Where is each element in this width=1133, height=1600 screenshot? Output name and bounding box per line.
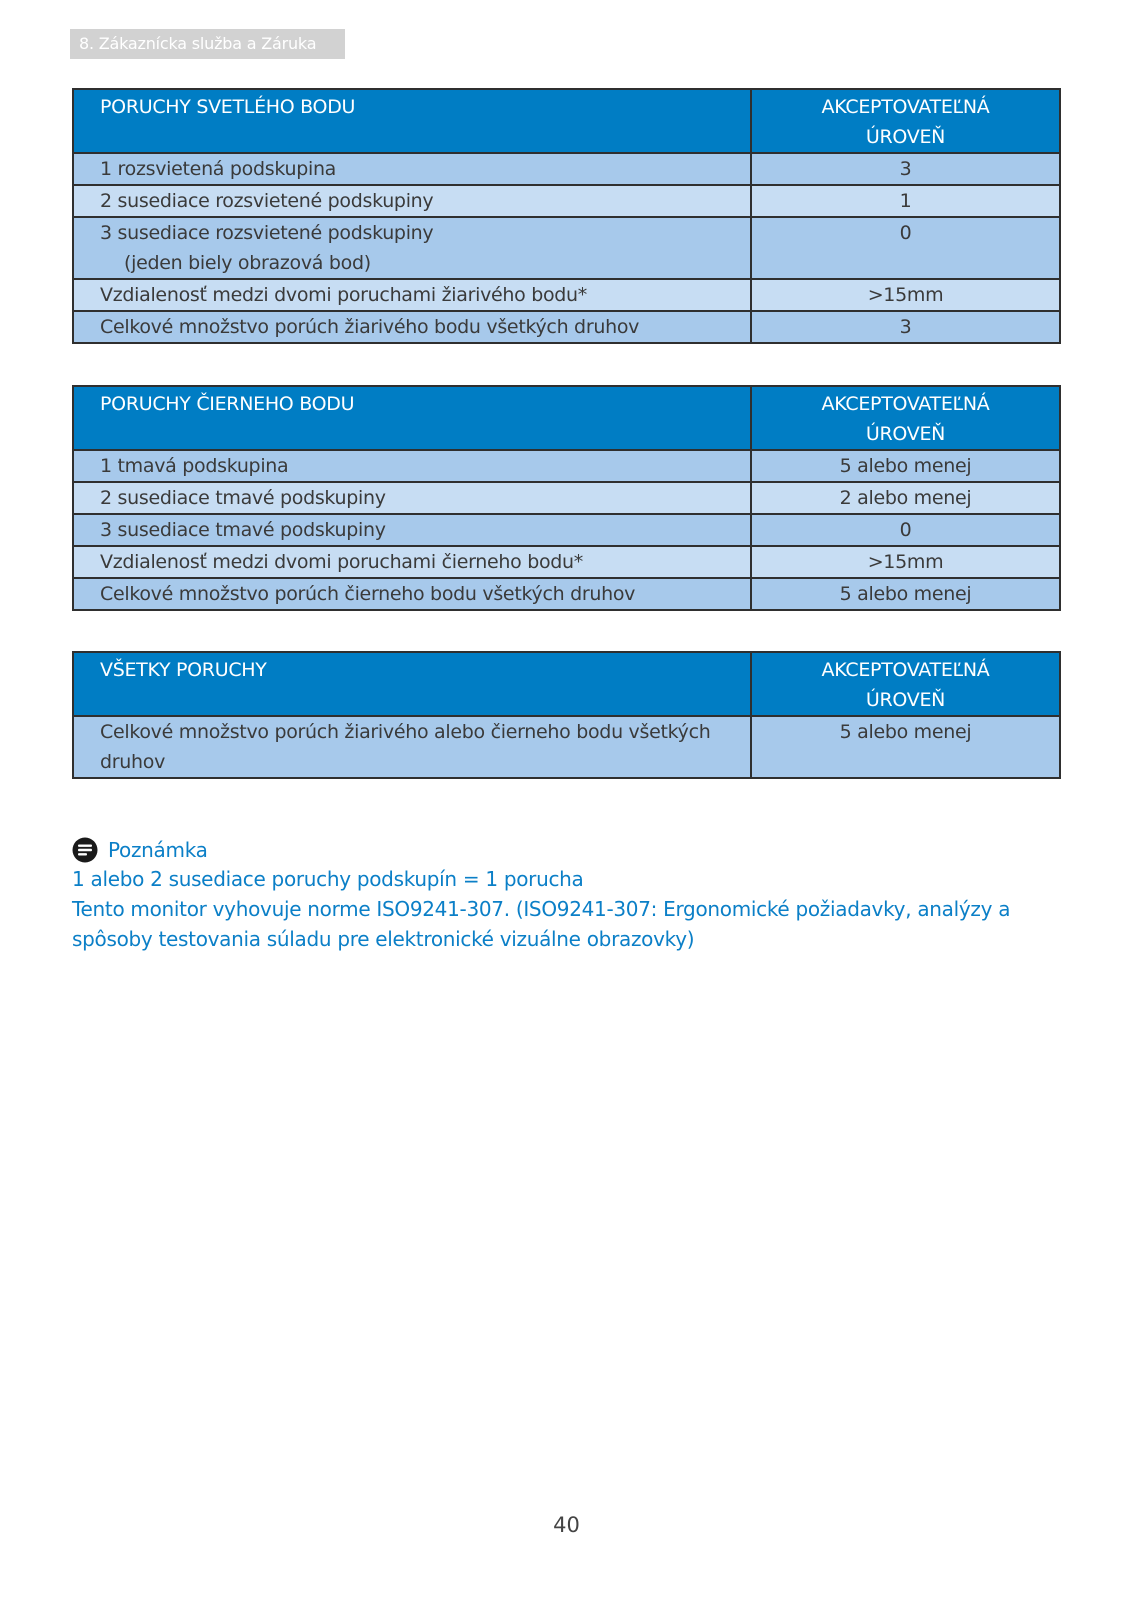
table-row xyxy=(73,279,1060,311)
bright-dot-defects-table xyxy=(72,88,1061,344)
row-label: Celkové množstvo porúch žiarivého bodu všetkých druhov xyxy=(73,311,751,343)
row-value: 3 xyxy=(751,153,1060,185)
row-label: 3 susediace rozsvietené podskupiny (jeden biely obrazová bod) xyxy=(73,217,751,279)
row-value: 0 xyxy=(751,514,1060,546)
row-value: 5 alebo menej xyxy=(751,716,1060,778)
table-row xyxy=(73,578,1060,610)
all-defects-table xyxy=(72,651,1061,779)
row-label: 1 tmavá podskupina xyxy=(73,450,751,482)
row-value: 0 xyxy=(751,217,1060,279)
row-label: Vzdialenosť medzi dvomi poruchami čierneho bodu* xyxy=(73,546,751,578)
row-label: 2 susediace rozsvietené podskupiny xyxy=(73,185,751,217)
row-value: 3 xyxy=(751,311,1060,343)
note-line: Tento monitor vyhovuje norme ISO9241-307. (ISO9241-307: Ergonomické požiadavky, analýzy a xyxy=(72,897,1011,921)
table-row xyxy=(73,450,1060,482)
row-label: Celkové množstvo porúch žiarivého alebo čierneho bodu všetkých druhov xyxy=(73,716,751,778)
row-value: 1 xyxy=(751,185,1060,217)
note-block xyxy=(72,836,1072,954)
table-row xyxy=(73,514,1060,546)
row-label: 1 rozsvietená podskupina xyxy=(73,153,751,185)
table-header-row xyxy=(73,89,1060,153)
note-line: 1 alebo 2 susediace poruchy podskupín = 1 porucha xyxy=(72,867,584,891)
row-value: 5 alebo menej xyxy=(751,578,1060,610)
table-row xyxy=(73,311,1060,343)
row-value: 5 alebo menej xyxy=(751,450,1060,482)
row-label: Celkové množstvo porúch čierneho bodu všetkých druhov xyxy=(73,578,751,610)
note-header xyxy=(72,836,1072,864)
row-label: 3 susediace tmavé podskupiny xyxy=(73,514,751,546)
row-value: >15mm xyxy=(751,279,1060,311)
page-number: 40 xyxy=(553,1513,580,1537)
col-header-acceptable-level: AKCEPTOVATEĽNÁ ÚROVEŇ xyxy=(751,652,1060,716)
table-row xyxy=(73,185,1060,217)
col-header-defects: VŠETKY PORUCHY xyxy=(73,652,751,716)
col-header-acceptable-level: AKCEPTOVATEĽNÁ ÚROVEŇ xyxy=(751,89,1060,153)
table-row xyxy=(73,153,1060,185)
section-title: 8. Zákaznícka služba a Záruka xyxy=(70,29,345,59)
table-row xyxy=(73,482,1060,514)
row-value: >15mm xyxy=(751,546,1060,578)
col-header-defects: PORUCHY ČIERNEHO BODU xyxy=(73,386,751,450)
note-icon xyxy=(72,837,98,863)
table-row xyxy=(73,546,1060,578)
note-line: spôsoby testovania súladu pre elektronické vizuálne obrazovky) xyxy=(72,927,695,951)
table-row xyxy=(73,217,1060,279)
col-header-defects: PORUCHY SVETLÉHO BODU xyxy=(73,89,751,153)
table-header-row xyxy=(73,652,1060,716)
table-row xyxy=(73,716,1060,778)
col-header-acceptable-level: AKCEPTOVATEĽNÁ ÚROVEŇ xyxy=(751,386,1060,450)
black-dot-defects-table xyxy=(72,385,1061,611)
table-header-row xyxy=(73,386,1060,450)
row-value: 2 alebo menej xyxy=(751,482,1060,514)
row-label: Vzdialenosť medzi dvomi poruchami žiarivého bodu* xyxy=(73,279,751,311)
row-label: 2 susediace tmavé podskupiny xyxy=(73,482,751,514)
note-title: Poznámka xyxy=(108,838,208,862)
